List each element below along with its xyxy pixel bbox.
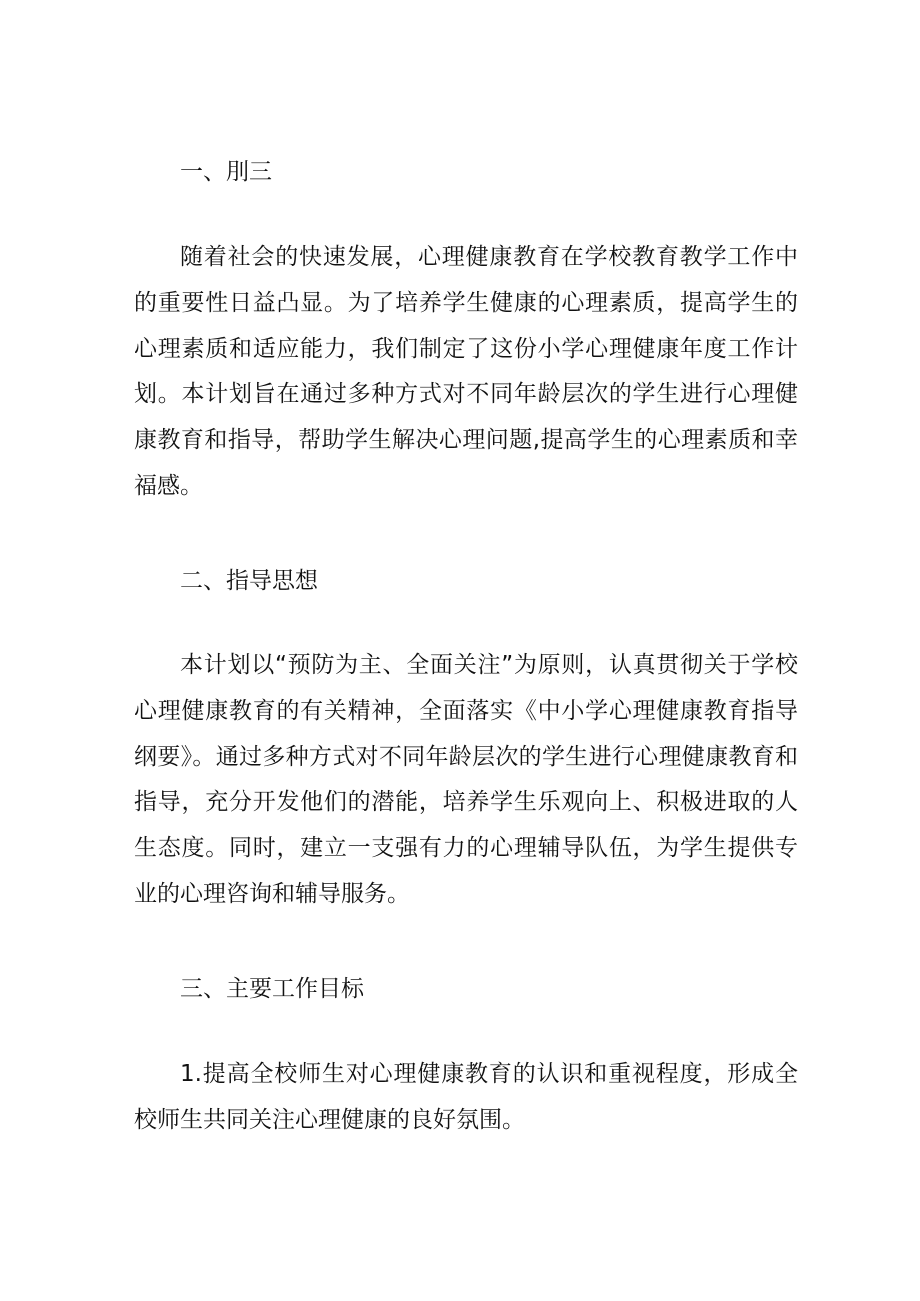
section-paragraph-preface: 随着社会的快速发展，心理健康教育在学校教育教学工作中的重要性日益凸显。为了培养学生健康的心理素质，提高学生的心理素质和适应能力，我们制定了这份小学心理健康年度工作计划。本计划旨在通过多种方式对不同年龄层次的学生进行心理健康教育和指导，帮助学生解决心理问题,提高学生的心理素质和幸福感。	[134, 244, 798, 499]
section-paragraph-goal-1: 1.提高全校师生对心理健康教育的认识和重视程度，形成全校师生共同关注心理健康的良好氛围。	[134, 1061, 798, 1133]
section-paragraph-guiding-ideology: 本计划以“预防为主、全面关注”为原则，认真贯彻关于学校心理健康教育的有关精神，全面落实《中小学心理健康教育指导纲要》。通过多种方式对不同年龄层次的学生进行心理健康教育和指导，充分开发他们的潜能，培养学生乐观向上、积极进取的人生态度。同时，建立一支强有力的心理辅导队伍，为学生提供专业的心理咨询和辅导服务。	[134, 652, 798, 907]
section-heading-main-goals: 三、主要工作目标	[180, 976, 364, 1002]
section-heading-guiding-ideology: 二、指导思想	[180, 568, 318, 594]
section-heading-preface: 一、刖三	[180, 159, 272, 185]
